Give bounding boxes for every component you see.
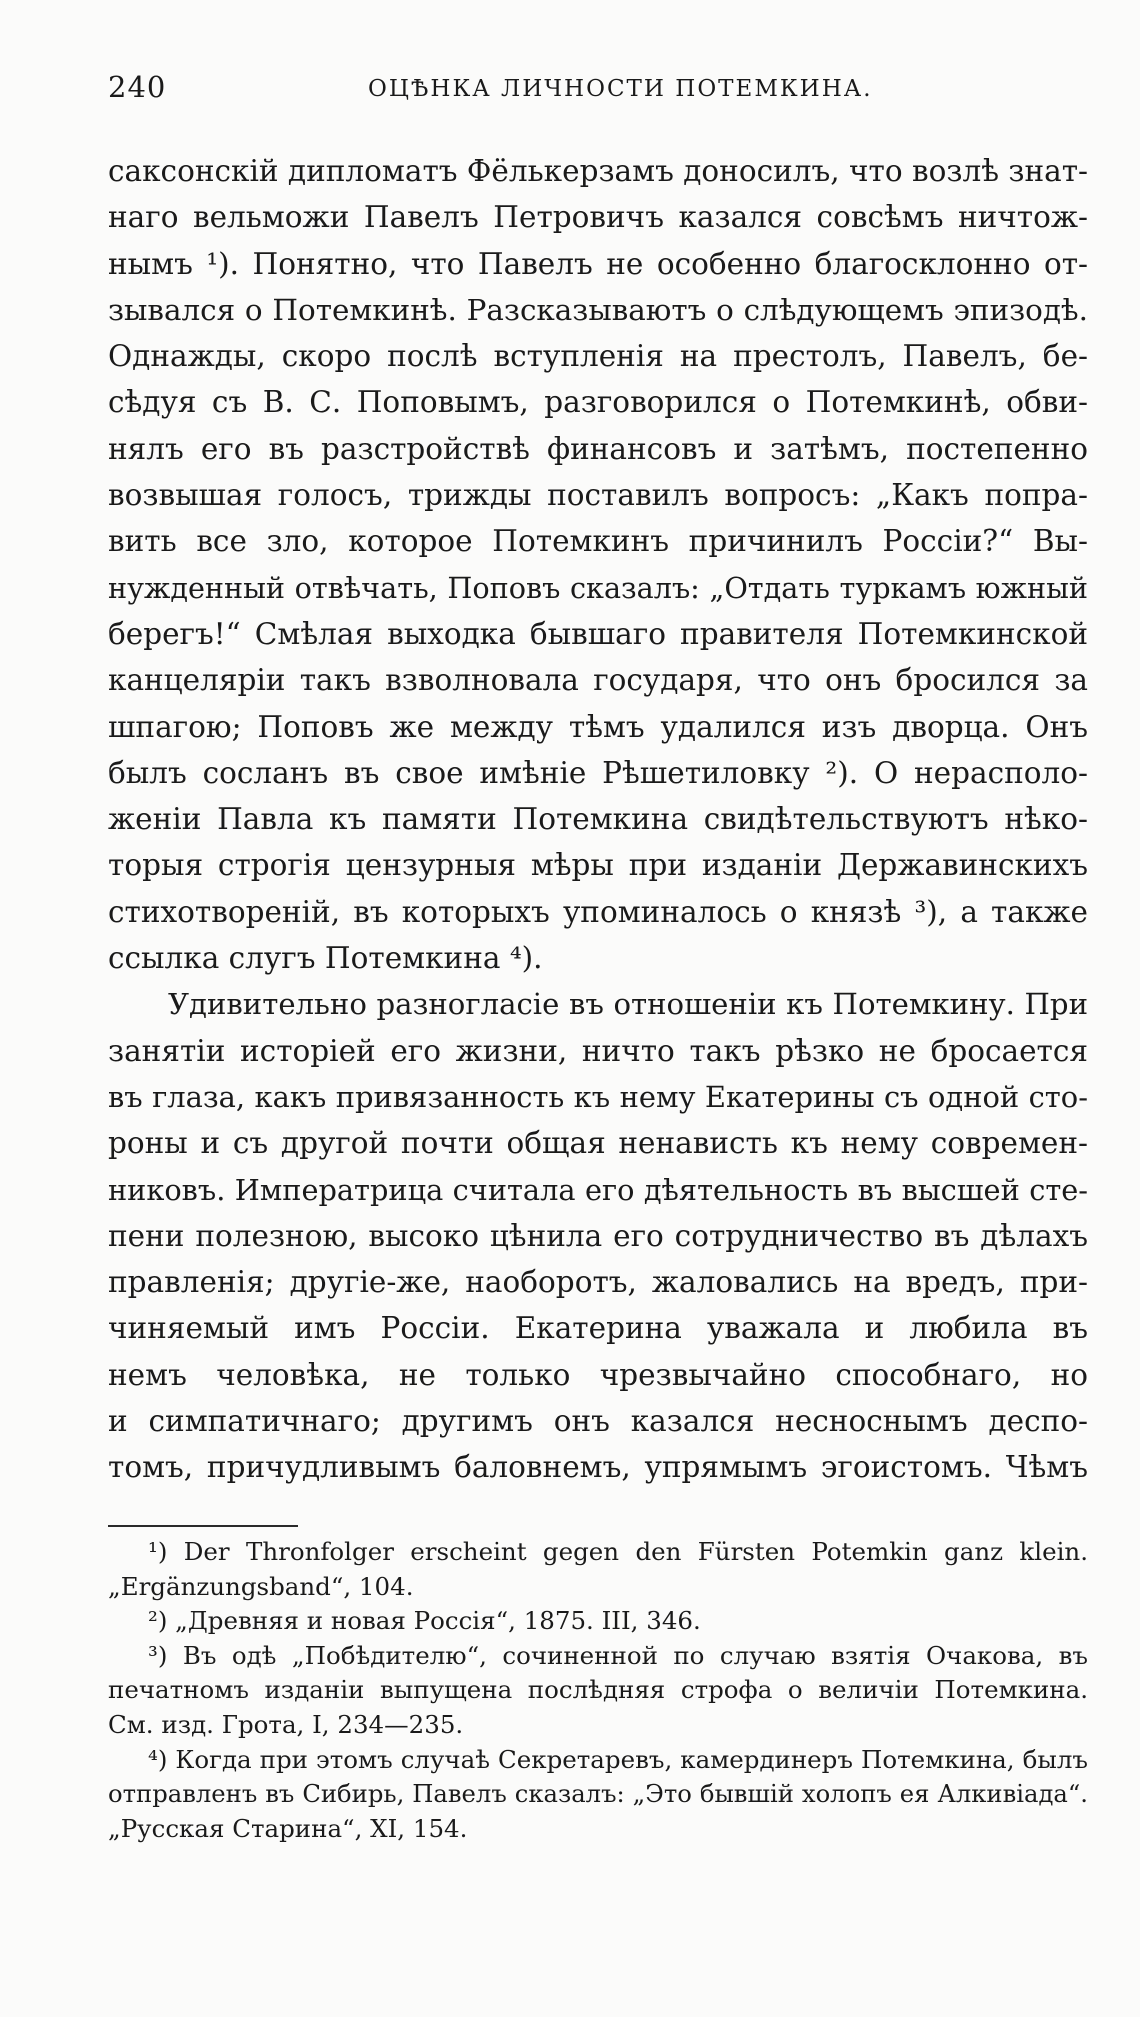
text-line: наго вельможи Павелъ Петровичъ казался совсѣмъ ничтож- xyxy=(108,200,1088,235)
text-line: женіи Павла къ памяти Потемкина свидѣтельствуютъ нѣко- xyxy=(108,802,1088,837)
text-line: возвышая голосъ, трижды поставилъ вопросъ: „Какъ попра- xyxy=(108,478,1088,513)
footnote-line: отправленъ въ Сибирь, Павелъ сказалъ: „Это бывшій холопъ ея Алкивіада“. xyxy=(108,1779,1088,1809)
footnote-line: „Ergänzungsband“, 104. xyxy=(108,1571,414,1601)
text-line: ссылка слугъ Потемкина ⁴). xyxy=(108,941,543,976)
running-title: ОЦѢНКА ЛИЧНОСТИ ПОТЕМКИНА. xyxy=(368,76,873,102)
text-line: томъ, причудливымъ баловнемъ, упрямымъ эгоистомъ. Чѣмъ xyxy=(108,1450,1088,1485)
text-line: канцеляріи такъ взволновала государя, что онъ бросился за xyxy=(108,663,1088,698)
text-line: шпагою; Поповъ же между тѣмъ удалился изъ дворца. Онъ xyxy=(108,709,1088,744)
text-line: въ глаза, какъ привязанность къ нему Екатерины съ одной сто- xyxy=(108,1079,1088,1114)
text-line: стихотвореній, въ которыхъ упоминалось о князѣ ³), а также xyxy=(108,894,1088,929)
footnote-divider xyxy=(108,1525,298,1527)
text-line: берегъ!“ Смѣлая выходка бывшаго правителя Потемкинской xyxy=(108,616,1088,651)
footnote-line: ¹) Der Thronfolger erscheint gegen den Fürsten Potemkin ganz klein. xyxy=(148,1537,1088,1566)
text-line: никовъ. Императрица считала его дѣятельность въ высшей сте- xyxy=(108,1172,1088,1207)
text-line: роны и съ другой почти общая ненависть къ нему современ- xyxy=(108,1126,1088,1161)
footnote-line: „Русская Старина“, XI, 154. xyxy=(108,1813,468,1843)
text-line: вить все зло, которое Потемкинъ причинилъ Россіи?“ Вы- xyxy=(108,524,1088,559)
footnote-line: ⁴) Когда при этомъ случаѣ Секретаревъ, камердинеръ Потемкина, былъ xyxy=(148,1744,1088,1774)
text-line: немъ человѣка, не только чрезвычайно способнаго, но xyxy=(108,1357,1088,1392)
book-page xyxy=(108,0,1088,2017)
text-line: и симпатичнаго; другимъ онъ казался несноснымъ деспо- xyxy=(108,1404,1088,1439)
text-line: саксонскій дипломатъ Фёлькерзамъ доносилъ, что возлѣ знат- xyxy=(108,154,1088,188)
text-line: нялъ его въ разстройствѣ финансовъ и затѣмъ, постепенно xyxy=(108,431,1088,466)
footnote-line: ²) „Древняя и новая Россія“, 1875. III, 346. xyxy=(148,1606,701,1636)
text-line: Однажды, скоро послѣ вступленія на престолъ, Павелъ, бе- xyxy=(108,339,1088,374)
text-line: нужденный отвѣчать, Поповъ сказалъ: „Отдать туркамъ южный xyxy=(108,570,1088,605)
text-line: зывался о Потемкинѣ. Разсказываютъ о слѣдующемъ эпизодѣ. xyxy=(108,292,1088,327)
text-line: торыя строгія цензурныя мѣры при изданіи Державинскихъ xyxy=(108,848,1088,883)
text-line: пени полезною, высоко цѣнила его сотрудничество въ дѣлахъ xyxy=(108,1218,1088,1253)
footnotes xyxy=(108,1535,1088,1846)
main-text xyxy=(108,148,1088,1491)
page-number: 240 xyxy=(108,70,167,104)
text-line: былъ сосланъ въ свое имѣніе Рѣшетиловку ²). О нерасполо- xyxy=(108,755,1088,790)
text-line: сѣдуя съ В. С. Поповымъ, разговорился о Потемкинѣ, обви- xyxy=(108,385,1088,420)
page-header xyxy=(108,70,1088,110)
text-line: чиняемый имъ Россіи. Екатерина уважала и любила въ xyxy=(108,1311,1088,1346)
footnote-line: См. изд. Грота, I, 234—235. xyxy=(108,1709,464,1739)
text-line: Удивительно разногласіе въ отношеніи къ Потемкину. При xyxy=(168,987,1088,1022)
text-line: правленія; другіе-же, наоборотъ, жаловались на вредъ, при- xyxy=(108,1265,1088,1300)
footnote-line: ³) Въ одѣ „Побѣдителю“, сочиненной по случаю взятія Очакова, въ xyxy=(148,1640,1088,1670)
text-line: занятіи исторіей его жизни, ничто такъ рѣзко не бросается xyxy=(108,1033,1088,1068)
text-line: нымъ ¹). Понятно, что Павелъ не особенно благосклонно от- xyxy=(108,246,1088,281)
footnote-line: печатномъ изданіи выпущена послѣдняя строфа о величіи Потемкина. xyxy=(108,1675,1088,1705)
